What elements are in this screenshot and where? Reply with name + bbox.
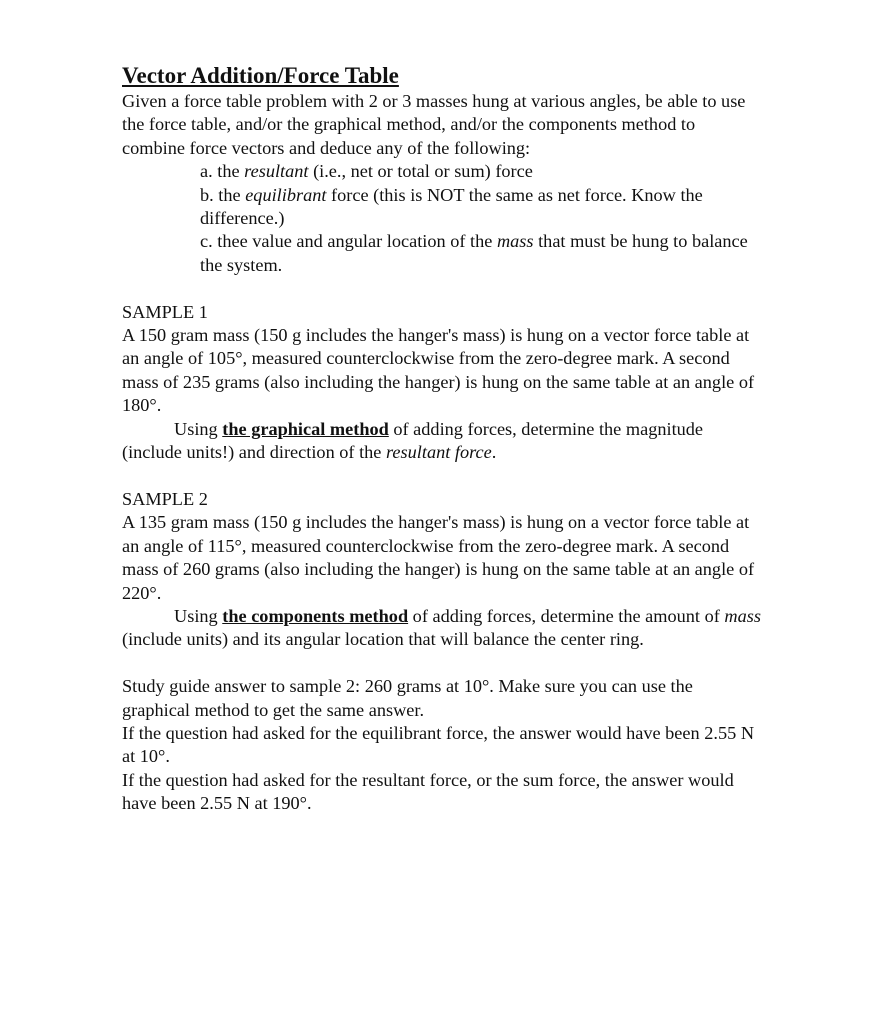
graphical-method-term: the graphical method — [222, 418, 389, 439]
sample-2-section — [122, 488, 762, 652]
mass-term-2: mass — [724, 605, 761, 626]
sample-1-heading: SAMPLE 1 — [122, 301, 208, 322]
answers-section — [122, 675, 762, 815]
equilibrant-term: equilibrant — [245, 184, 327, 205]
sample-1-task: Using the graphical method of adding forces, determine the magnitude (include units!) and direction of the resultant force. — [122, 418, 704, 463]
resultant-term: resultant — [244, 161, 309, 182]
sample-2-task: Using the components method of adding forces, determine the amount of mass (include units) and its angular location that will balance the center ring. — [122, 605, 761, 650]
intro-paragraph: Given a force table problem with 2 or 3 masses hung at various angles, be able to use the force table, and/or the graphical method, and/or the components method to combine force vectors and deduce any of the following: — [122, 91, 746, 158]
answer-line-1: Study guide answer to sample 2: 260 grams at 10°. Make sure you can use the graphical method to get the same answer. — [122, 676, 693, 720]
list-item-c: c. thee value and angular location of the mass that must be hung to balance the system. — [200, 231, 748, 275]
answer-line-3: If the question had asked for the resultant force, or the sum force, the answer would have been 2.55 N at 190°. — [122, 769, 734, 814]
document-title: Vector Addition/Force Table — [122, 63, 399, 88]
answer-line-2: If the question had asked for the equilibrant force, the answer would have been 2.55 N at 10°. — [122, 722, 755, 767]
sample-1-section — [122, 301, 762, 465]
sample-2-heading: SAMPLE 2 — [122, 488, 208, 509]
list-item-b: b. the equilibrant force (this is NOT the same as net force. Know the difference.) — [200, 184, 703, 229]
objectives-list — [200, 160, 762, 277]
components-method-term: the components method — [222, 605, 409, 626]
sample-2-body: A 135 gram mass (150 g includes the hanger's mass) is hung on a vector force table at an angle of 115°, measured counterclockwise from the zero-degree mark. A second mass of 260 grams (also including the hanger) is hung on the same table at an angle of 220°. — [122, 512, 755, 603]
document-page — [122, 62, 762, 816]
mass-term: mass — [496, 231, 534, 252]
resultant-force-term: resultant force — [385, 442, 492, 463]
list-item-a: a. the resultant (i.e., net or total or sum) force — [200, 161, 533, 182]
sample-1-body: A 150 gram mass (150 g includes the hanger's mass) is hung on a vector force table at an angle of 105°, measured counterclockwise from the zero-degree mark. A second mass of 235 grams (also including the hanger) is hung on the same table at an angle of 180°. — [122, 325, 755, 416]
